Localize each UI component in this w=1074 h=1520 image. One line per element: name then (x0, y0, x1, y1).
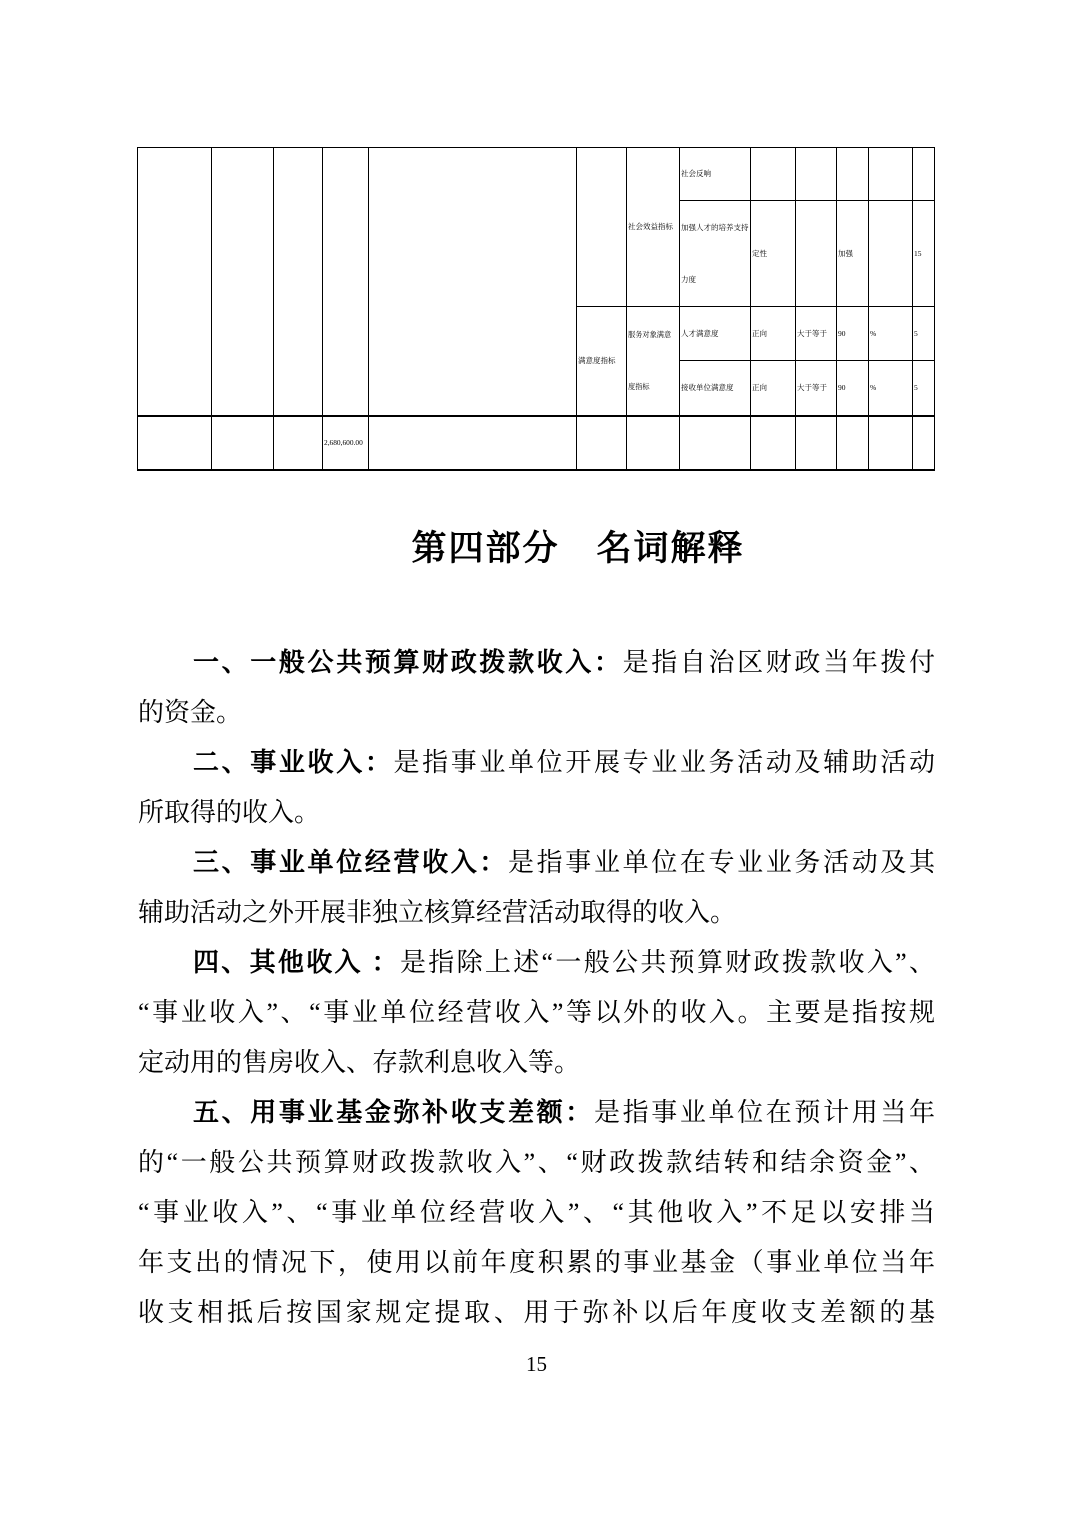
body-line: 辅助活动之外开展非独立核算经营活动取得的收入。 (138, 898, 737, 927)
cell-total-amount: 2,680,600.00 (323, 416, 369, 470)
cell-indicator-value: 90 (837, 307, 869, 361)
cell-social-benefit-group: 社会效益指标 (627, 148, 680, 307)
cell-satisfaction-subgroup: 服务对象满意度指标 (627, 307, 680, 416)
empty-cell (913, 416, 935, 470)
cell-indicator-score: 15 (913, 201, 935, 307)
cell-indicator-name: 社会反响 (680, 148, 751, 201)
body-line: “事业收入”、“事业单位经营收入”等以外的收入。主要是指按规 (138, 998, 935, 1027)
empty-cell (627, 416, 680, 470)
body-line (138, 638, 935, 688)
cell-indicator-criterion: 大于等于 (796, 361, 837, 416)
body-line: 的“一般公共预算财政拨款收入”、“财政拨款结转和结余资金”、 (138, 1148, 935, 1177)
empty-cell (369, 416, 577, 470)
body-line: 收支相抵后按国家规定提取、用于弥补以后年度收支差额的基 (138, 1298, 935, 1327)
term-text: 是指事业单位在专业业务活动及其 (508, 848, 935, 877)
cell-indicator-score: 5 (913, 307, 935, 361)
section-title: 第四部分 名词解释 (411, 529, 745, 568)
cell-indicator-criterion: 大于等于 (796, 307, 837, 361)
body-line: 定动用的售房收入、存款利息收入等。 (138, 1048, 581, 1077)
body-line: 的资金。 (138, 698, 243, 727)
performance-indicator-table (137, 147, 935, 471)
empty-cell (837, 416, 869, 470)
empty-cell (274, 148, 323, 416)
cell-indicator-value: 加强 (837, 201, 869, 307)
empty-cell (138, 416, 212, 470)
body-line (138, 738, 935, 788)
cell-satisfaction-group: 满意度指标 (577, 307, 627, 416)
empty-cell (212, 148, 274, 416)
empty-cell (138, 148, 212, 416)
body-line (138, 1088, 935, 1138)
term-lead: 一、一般公共预算财政拨款收入： (193, 648, 623, 677)
empty-cell (837, 148, 869, 201)
empty-cell (680, 416, 751, 470)
empty-cell (751, 416, 796, 470)
glossary-body (138, 638, 935, 1338)
term-lead: 五、用事业基金弥补收支差额： (193, 1098, 594, 1127)
body-line: “事业收入”、“事业单位经营收入”、“其他收入”不足以安排当 (138, 1198, 935, 1227)
body-line: 年支出的情况下，使用以前年度积累的事业基金（事业单位当年 (138, 1248, 935, 1277)
term-text: 是指自治区财政当年拨付 (622, 648, 935, 677)
empty-cell (869, 201, 913, 307)
cell-indicator-type: 定性 (751, 201, 796, 307)
empty-cell (796, 148, 837, 201)
cell-indicator-name: 接收单位满意度 (680, 361, 751, 416)
cell-indicator-type: 正向 (751, 361, 796, 416)
empty-cell (577, 416, 627, 470)
cell-indicator-unit: % (869, 307, 913, 361)
empty-cell (869, 416, 913, 470)
page-number: 15 (526, 1352, 547, 1376)
cell-indicator-name: 人才满意度 (680, 307, 751, 361)
table-total-row (138, 416, 935, 470)
empty-cell (323, 148, 369, 416)
term-lead: 二、事业收入： (193, 748, 394, 777)
cell-indicator-value: 90 (837, 361, 869, 416)
empty-cell (274, 416, 323, 470)
term-lead: 三、事业单位经营收入： (193, 848, 509, 877)
body-line (138, 938, 935, 988)
empty-cell (796, 416, 837, 470)
body-line (138, 838, 935, 888)
empty-cell (212, 416, 274, 470)
term-text: 是指事业单位在预计用当年 (593, 1098, 935, 1127)
term-text: 是指除上述“一般公共预算财政拨款收入”、 (400, 948, 935, 977)
empty-cell (869, 148, 913, 201)
cell-indicator-type: 正向 (751, 307, 796, 361)
empty-cell (751, 148, 796, 201)
cell-indicator-name: 加强人才的培养支持力度 (680, 201, 751, 307)
cell-indicator-score: 5 (913, 361, 935, 416)
body-line: 所取得的收入。 (138, 798, 321, 827)
empty-cell (913, 148, 935, 201)
empty-cell (577, 148, 627, 307)
term-text: 是指事业单位开展专业业务活动及辅助活动 (393, 748, 935, 777)
term-lead: 四、其他收入 ： (193, 948, 400, 977)
empty-cell (369, 148, 577, 416)
cell-indicator-unit: % (869, 361, 913, 416)
table-row (138, 148, 935, 201)
empty-cell (796, 201, 837, 307)
